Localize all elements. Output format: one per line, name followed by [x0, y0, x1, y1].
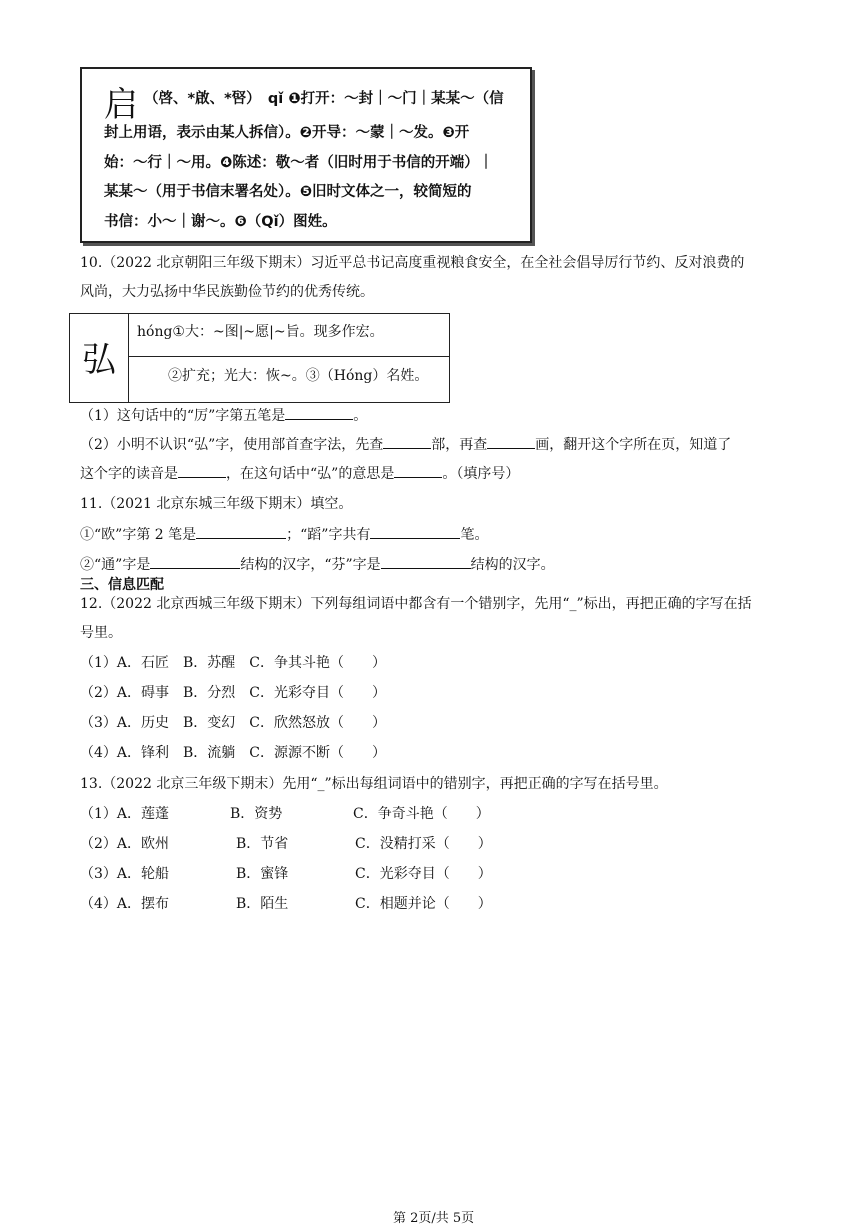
q13-row-a: （1）A．莲蓬	[80, 806, 170, 822]
q13-row-a: （4）A．摆布	[80, 896, 170, 912]
table-divider	[129, 356, 449, 357]
q11-title: 11.（2021 北京东城三年级下期末）填空。	[80, 496, 353, 512]
q10-line-1: 10.（2022 北京朝阳三年级下期末）习近平总书记高度重视粮食安全，在全社会倡导厉行节约、反对浪费的	[80, 255, 745, 271]
dict-line-1: （啓、*啟、*唘） qǐ ❶打开：～封｜～门｜某某～（信	[144, 91, 504, 107]
dict-line-4: 某某～（用于书信末署名处）。❺旧时文体之一，较简短的	[104, 184, 472, 200]
table-char: 弘	[82, 340, 116, 380]
box-edge	[530, 67, 532, 243]
table-row-1: hóng①大：~图|~愿|~旨。现多作宏。	[137, 324, 384, 340]
dictionary-entry-box	[80, 67, 532, 243]
answer-blank[interactable]	[285, 405, 353, 420]
answer-blank[interactable]	[178, 463, 226, 478]
q12-row: （4）A．锋利 B．流躺 C．源源不断（ ）	[80, 745, 387, 761]
dict-line-2: 封上用语，表示由某人拆信）。❷开导：～蒙｜～发。❸开	[104, 125, 470, 141]
q13-row-c: C．争奇斗艳（ ）	[353, 806, 490, 822]
q10-sub1: （1）这句话中的“厉”字第五笔是 。	[80, 405, 367, 426]
q13-row-c: C．相题并论（ ）	[355, 896, 492, 912]
q12-line-1: 12.（2022 北京西城三年级下期末）下列每组词语中都含有一个错别字，先用“_”标出，再把正确的字写在括	[80, 596, 752, 612]
answer-blank[interactable]	[370, 524, 460, 539]
section-heading: 三、信息匹配	[80, 577, 164, 593]
answer-blank[interactable]	[381, 554, 471, 569]
dict-line-3: 始：～行｜～用。❹陈述：敬～者（旧时用于书信的开端）｜	[104, 155, 494, 171]
answer-blank[interactable]	[150, 554, 240, 569]
q13-row-b: B．资势	[230, 806, 283, 822]
answer-blank[interactable]	[196, 524, 286, 539]
answer-blank[interactable]	[383, 434, 431, 449]
q13-row-c: C．没精打采（ ）	[355, 836, 492, 852]
q13-row-a: （3）A．轮船	[80, 866, 170, 882]
q13-title: 13.（2022 北京三年级下期末）先用“_”标出每组词语中的错别字，再把正确的字写在括号里。	[80, 776, 668, 792]
answer-blank[interactable]	[394, 463, 442, 478]
q13-row-b: B．蜜锋	[236, 866, 289, 882]
table-row-2: ②扩充；光大：恢~。③（Hóng）名姓。	[168, 368, 429, 384]
table-char-cell	[70, 314, 129, 402]
dict-line-5: 书信：小～｜谢～。❻（Qǐ）图姓。	[104, 214, 337, 230]
q10-sub2: （2）小明不认识“弘”字，使用部首查字法，先查 部，再查 画，翻开这个字所在页，知道了	[80, 434, 731, 455]
dict-char: 启	[104, 85, 138, 125]
dictionary-table	[69, 313, 450, 403]
q10-sub2-cont: 这个字的读音是 ，在这句话中“弘”的意思是 。（填序号）	[80, 463, 519, 484]
q12-row: （3）A．历史 B．变幻 C．欣然怒放（ ）	[80, 715, 387, 731]
page-footer: 第 2页/共 5页	[393, 1211, 475, 1226]
q11-line-2: ②“通”字是 结构的汉字，“芬”字是 结构的汉字。	[80, 554, 555, 575]
q12-line-2: 号里。	[80, 625, 122, 641]
q12-row: （2）A．碍事 B．分烈 C．光彩夺目（ ）	[80, 685, 387, 701]
q12-row: （1）A．石匠 B．苏醒 C．争其斗艳（ ）	[80, 655, 387, 671]
q11-line-1: ①“欧”字第 2 笔是 ；“蹈”字共有 笔。	[80, 524, 488, 545]
answer-blank[interactable]	[487, 434, 535, 449]
q10-line-2: 风尚，大力弘扬中华民族勤俭节约的优秀传统。	[80, 284, 374, 300]
q13-row-b: B．节省	[236, 836, 289, 852]
q13-row-b: B．陌生	[236, 896, 289, 912]
q13-row-c: C．光彩夺目（ ）	[355, 866, 492, 882]
q13-row-a: （2）A．欧州	[80, 836, 170, 852]
